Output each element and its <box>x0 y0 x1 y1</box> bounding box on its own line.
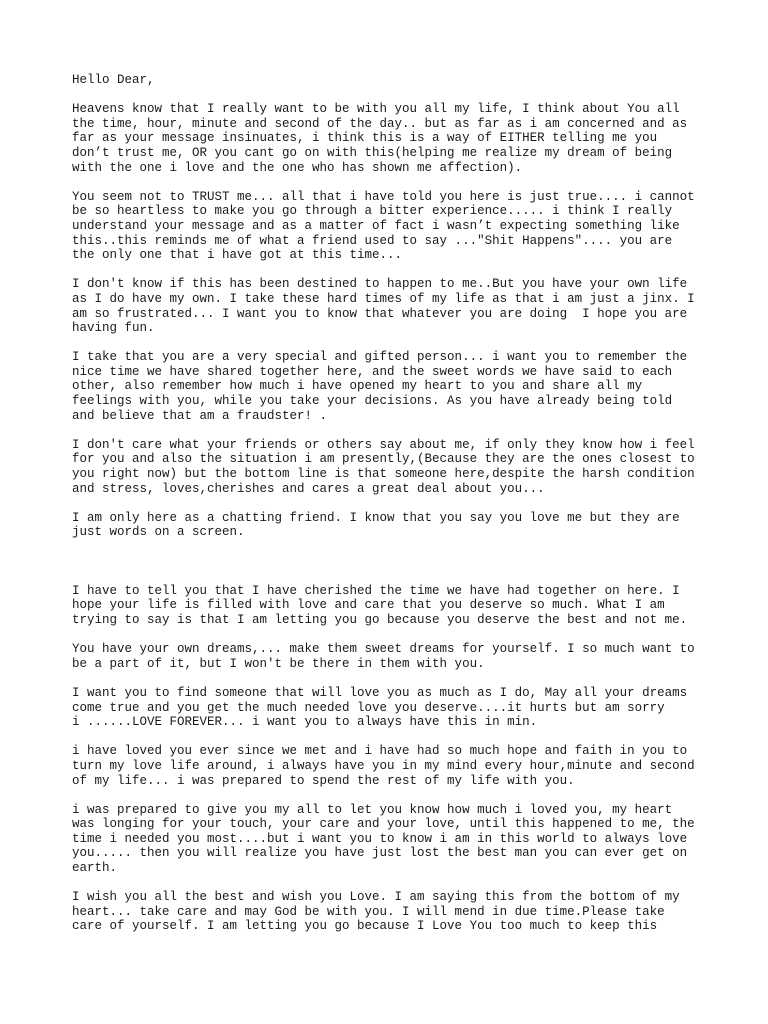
paragraph-line: the time, hour, minute and second of the day.. but as far as i am concerned and as <box>72 116 688 131</box>
paragraph-line: far as your message insinuates, i think this is a way of EITHER telling me you <box>72 131 658 146</box>
paragraph <box>72 744 712 788</box>
paragraph-line: other, also remember how much i have opened my heart to you and share all my <box>72 379 643 394</box>
paragraph-line: I am only here as a chatting friend. I know that you say you love me but they are <box>72 510 680 525</box>
paragraph-line: for you and also the situation i am presently,(Because they are the ones closest to <box>72 452 695 467</box>
paragraph-line: feelings with you, while you take your decisions. As you have already being told <box>72 394 673 409</box>
paragraph-line: You seem not to TRUST me... all that i have told you here is just true.... i cannot <box>72 189 695 204</box>
paragraph-line: trying to say is that I am letting you go because you deserve the best and not me. <box>72 612 688 627</box>
paragraph-line: I wish you all the best and wish you Love. I am saying this from the bottom of my <box>72 890 680 905</box>
paragraph-line: i ......LOVE FOREVER... i want you to always have this in min. <box>72 715 538 730</box>
paragraph <box>72 190 712 263</box>
paragraph-line: time i needed you most....but i want you to know i am in this world to always love <box>72 831 688 846</box>
paragraph-line: turn my love life around, i always have you in my mind every hour,minute and second <box>72 758 695 773</box>
paragraph-line: I don't care what your friends or others say about me, if only they know how i feel <box>72 437 695 452</box>
paragraph-line: I have to tell you that I have cherished the time we have had together on here. I <box>72 583 680 598</box>
paragraph <box>72 803 712 876</box>
paragraph-line: i have loved you ever since we met and i have had so much hope and faith in you to <box>72 744 688 759</box>
paragraph-line: this..this reminds me of what a friend used to say ..."Shit Happens".... you are <box>72 233 673 248</box>
paragraph-line: you..... then you will realize you have just lost the best man you can ever get on <box>72 846 688 861</box>
paragraph <box>72 511 712 540</box>
paragraph-line: don’t trust me, OR you cant go on with this(helping me realize my dream of being <box>72 145 673 160</box>
paragraph-line: with the one i love and the one who has shown me affection). <box>72 160 523 175</box>
paragraph-line: earth. <box>72 861 118 876</box>
paragraph-line: be a part of it, but I won't be there in them with you. <box>72 656 485 671</box>
paragraph-line: be so heartless to make you go through a bitter experience..... i think I really <box>72 204 673 219</box>
greeting: Hello Dear, <box>72 73 155 87</box>
paragraph-line: and stress, loves,cherishes and cares a great deal about you... <box>72 481 545 496</box>
paragraph-line: of my life... i was prepared to spend the rest of my life with you. <box>72 773 575 788</box>
paragraph-line: I don't know if this has been destined to happen to me..But you have your own life <box>72 277 688 292</box>
paragraph-line: care of yourself. I am letting you go because I Love You too much to keep this <box>72 919 658 934</box>
paragraph-line: I want you to find someone that will love you as much as I do, May all your dreams <box>72 685 688 700</box>
paragraph <box>72 642 712 671</box>
paragraph-line: having fun. <box>72 321 155 336</box>
paragraph <box>72 102 712 175</box>
paragraph <box>72 584 712 628</box>
paragraph <box>72 277 712 335</box>
paragraph-line: you right now) but the bottom line is that someone here,despite the harsh condition <box>72 467 695 482</box>
paragraph-line: and believe that am a fraudster! . <box>72 408 328 423</box>
paragraph-line: the only one that i have got at this time... <box>72 248 403 263</box>
paragraph-line: i was prepared to give you my all to let you know how much i loved you, my heart <box>72 802 673 817</box>
paragraph <box>72 438 712 496</box>
paragraph <box>72 350 712 423</box>
paragraph-line: as I do have my own. I take these hard times of my life as that i am just a jinx. I <box>72 291 695 306</box>
paragraph-line: Heavens know that I really want to be with you all my life, I think about You all <box>72 102 680 117</box>
paragraph-line: I take that you are a very special and gifted person... i want you to remember the <box>72 350 688 365</box>
paragraph-line: nice time we have shared together here, and the sweet words we have said to each <box>72 364 673 379</box>
paragraph <box>72 890 712 934</box>
paragraph-line: heart... take care and may God be with you. I will mend in due time.Please take <box>72 904 665 919</box>
paragraph-line: understand your message and as a matter of fact i wasn’t expecting something like <box>72 218 680 233</box>
paragraph-line: am so frustrated... I want you to know that whatever you are doing I hope you are <box>72 306 688 321</box>
paragraph-line: was longing for your touch, your care and your love, until this happened to me, the <box>72 817 695 832</box>
paragraph-line: hope your life is filled with love and care that you deserve so much. What I am <box>72 598 665 613</box>
paragraph <box>72 686 712 730</box>
paragraph-line: come true and you get the much needed love you deserve....it hurts but am sorry <box>72 700 665 715</box>
paragraph-line: just words on a screen. <box>72 525 245 540</box>
paragraph-line: You have your own dreams,... make them sweet dreams for yourself. I so much want to <box>72 642 695 657</box>
letter-body <box>72 73 712 934</box>
